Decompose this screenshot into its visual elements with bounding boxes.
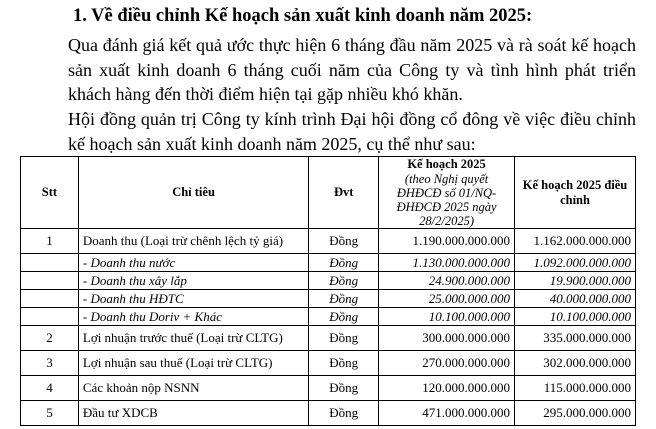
table-header-row xyxy=(21,157,636,229)
header-plan-title: Kế hoạch 2025 xyxy=(407,157,486,171)
table-row xyxy=(21,401,636,426)
row-stt xyxy=(21,272,79,290)
row-unit: Đồng xyxy=(309,229,379,254)
row-indicator: - Doanh thu nước xyxy=(78,254,308,272)
row-stt xyxy=(21,254,79,272)
row-indicator: Lợi nhuận sau thuế (Loại trừ CLTG) xyxy=(78,351,308,376)
header-stt: Stt xyxy=(21,157,79,229)
row-adjusted-value: 10.100.000.000 xyxy=(515,308,636,326)
table-row xyxy=(21,254,636,272)
table-row xyxy=(21,229,636,254)
row-unit: Đồng xyxy=(309,376,379,401)
row-unit: Đồng xyxy=(309,401,379,426)
row-plan-value: 24.900.000.000 xyxy=(379,272,515,290)
row-unit: Đồng xyxy=(309,272,379,290)
row-unit: Đồng xyxy=(309,290,379,308)
table-row xyxy=(21,290,636,308)
paragraph-assessment: Qua đánh giá kết quả ước thực hiện 6 tháng đầu năm 2025 và rà soát kế hoạch sản xuất kinh doanh 6 tháng cuối năm của Công ty và tình hình phát triển khách hàng đến thời điểm hiện tại gặp nhiều khó khăn. xyxy=(68,35,636,104)
plan-table xyxy=(20,156,636,426)
row-adjusted-value: 295.000.000.000 xyxy=(515,401,636,426)
row-stt: 4 xyxy=(21,376,79,401)
section-heading: 1. Về điều chỉnh Kế hoạch sản xuất kinh doanh năm 2025: xyxy=(73,6,533,26)
row-unit: Đồng xyxy=(309,326,379,351)
row-stt: 3 xyxy=(21,351,79,376)
row-plan-value: 471.000.000.000 xyxy=(379,401,515,426)
row-unit: Đồng xyxy=(309,254,379,272)
table-row xyxy=(21,308,636,326)
header-plan-note: (theo Nghị quyết ĐHĐCĐ số 01/NQ-ĐHĐCĐ 2025 ngày 28/2/2025) xyxy=(396,172,497,228)
row-adjusted-value: 302.000.000.000 xyxy=(515,351,636,376)
row-indicator: Các khoản nộp NSNN xyxy=(78,376,308,401)
table-row xyxy=(21,351,636,376)
header-unit: Đvt xyxy=(309,157,379,229)
row-unit: Đồng xyxy=(309,308,379,326)
row-indicator: Lợi nhuận trước thuế (Loại trừ CLTG) xyxy=(78,326,308,351)
table-row xyxy=(21,272,636,290)
row-adjusted-value: 19.900.000.000 xyxy=(515,272,636,290)
row-indicator: - Doanh thu xây lắp xyxy=(78,272,308,290)
table-row xyxy=(21,326,636,351)
row-plan-value: 10.100.000.000 xyxy=(379,308,515,326)
row-indicator: Doanh thu (Loại trừ chênh lệch tỷ giá) xyxy=(78,229,308,254)
row-plan-value: 300.000.000.000 xyxy=(379,326,515,351)
row-stt: 5 xyxy=(21,401,79,426)
header-plan xyxy=(379,157,515,229)
row-stt xyxy=(21,308,79,326)
row-plan-value: 120.000.000.000 xyxy=(379,376,515,401)
header-indicator: Chỉ tiêu xyxy=(78,157,308,229)
row-adjusted-value: 115.000.000.000 xyxy=(515,376,636,401)
row-indicator: Đầu tư XDCB xyxy=(78,401,308,426)
row-stt xyxy=(21,290,79,308)
row-adjusted-value: 1.162.000.000.000 xyxy=(515,229,636,254)
row-adjusted-value: 335.000.000.000 xyxy=(515,326,636,351)
row-adjusted-value: 40.000.000.000 xyxy=(515,290,636,308)
header-adjusted: Kế hoạch 2025 điều chỉnh xyxy=(515,157,636,229)
row-plan-value: 1.130.000.000.000 xyxy=(379,254,515,272)
table-row xyxy=(21,376,636,401)
row-adjusted-value: 1.092.000.000.000 xyxy=(515,254,636,272)
row-stt: 2 xyxy=(21,326,79,351)
row-plan-value: 1.190.000.000.000 xyxy=(379,229,515,254)
row-plan-value: 25.000.000.000 xyxy=(379,290,515,308)
row-stt: 1 xyxy=(21,229,79,254)
row-indicator: - Doanh thu HĐTC xyxy=(78,290,308,308)
paragraph-proposal: Hội đồng quản trị Công ty kính trình Đại hội đồng cổ đông về việc điều chỉnh kế hoạch sản xuất kinh doanh năm 2025, cụ thể như sau: xyxy=(68,109,636,154)
row-plan-value: 270.000.000.000 xyxy=(379,351,515,376)
row-indicator: - Doanh thu Doriv + Khác xyxy=(78,308,308,326)
row-unit: Đồng xyxy=(309,351,379,376)
